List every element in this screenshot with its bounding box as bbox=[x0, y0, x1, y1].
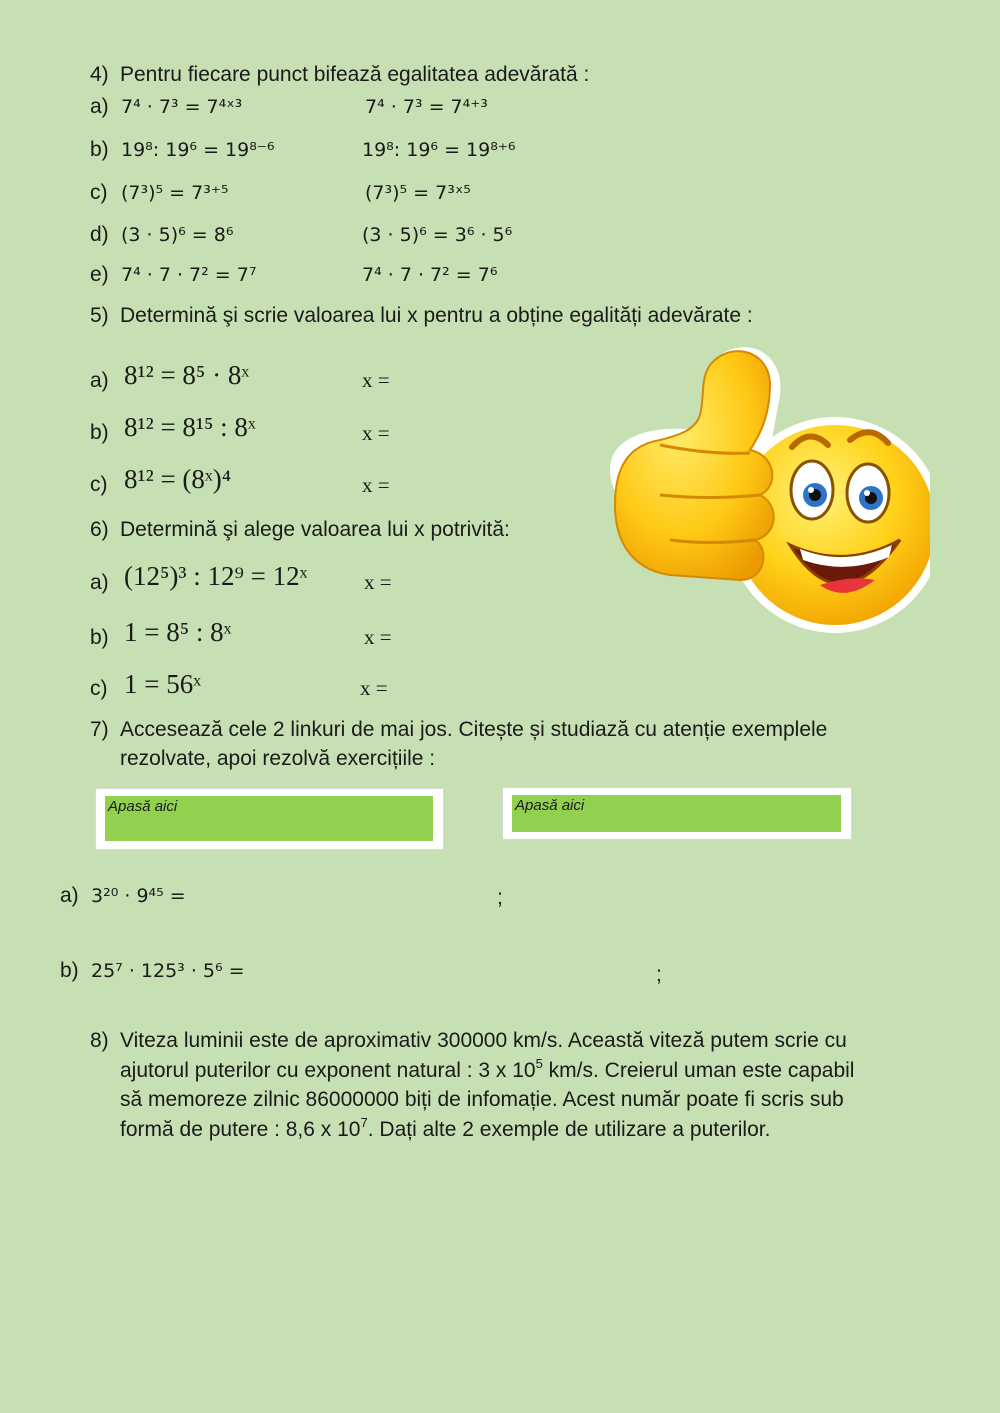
q6-c-answer[interactable]: x = bbox=[360, 676, 388, 700]
q4-e-left[interactable]: 7⁴ · 7 · 7² = 7⁷ bbox=[121, 264, 257, 286]
q6-label-c: c) bbox=[90, 677, 108, 700]
link-button-1[interactable] bbox=[105, 796, 433, 841]
q8-line4: formă de putere : 8,6 x $10^7$. Dați alte 2 exemple de utilizare a puterilor. bbox=[120, 1114, 771, 1141]
q4-d-left[interactable]: (3 · 5)⁶ = 8⁶ bbox=[121, 224, 234, 246]
link-button-1-label: Apasă aici bbox=[108, 798, 178, 815]
q5-label-a: a) bbox=[90, 369, 109, 392]
ex-label-b: b) bbox=[60, 959, 79, 982]
q6-a-expr: (12⁵)³ : 12⁹ = 12ˣ bbox=[124, 561, 308, 591]
q8-paragraph bbox=[120, 1026, 930, 1144]
q6-label-b: b) bbox=[90, 626, 109, 649]
ex-b-expr: 25⁷ · 125³ · 5⁶ = bbox=[91, 960, 245, 982]
q7-heading: 7) Accesează cele 2 linkuri de mai jos. Citește și studiază cu atenție exemplele bbox=[90, 718, 828, 741]
q4-label-c: c) bbox=[90, 181, 108, 204]
q5-label-c: c) bbox=[90, 473, 108, 496]
q4-c-right[interactable]: (7³)⁵ = 7³ˣ⁵ bbox=[365, 182, 471, 204]
q6-c-expr: 1 = 56ˣ bbox=[124, 669, 202, 699]
q5-b-answer[interactable]: x = bbox=[362, 421, 390, 445]
q5-a-expr: 8¹² = 8⁵ · 8ˣ bbox=[124, 360, 250, 390]
q4-d-right[interactable]: (3 · 5)⁶ = 3⁶ · 5⁶ bbox=[362, 224, 513, 246]
q6-heading: 6) Determină şi alege valoarea lui x potrivită: bbox=[90, 518, 510, 541]
q4-b-left[interactable]: 19⁸: 19⁶ = 19⁸⁻⁶ bbox=[121, 139, 275, 161]
ex-a-expr: 3²⁰ · 9⁴⁵ = bbox=[91, 885, 186, 907]
q5-a-answer[interactable]: x = bbox=[362, 368, 390, 392]
q8-line1: Viteza luminii este de aproximativ 300000 km/s. Această viteză putem scrie cu bbox=[120, 1029, 847, 1052]
q5-c-expr: 8¹² = (8ˣ)⁴ bbox=[124, 464, 232, 494]
q6-b-expr: 1 = 8⁵ : 8ˣ bbox=[124, 617, 232, 647]
q6-b-answer[interactable]: x = bbox=[364, 625, 392, 649]
q5-label-b: b) bbox=[90, 421, 109, 444]
q5-title: Determină şi scrie valoarea lui x pentru a obține egalități adevărate : bbox=[120, 304, 753, 327]
q7-line1: Accesează cele 2 linkuri de mai jos. Citește și studiază cu atenție exemplele bbox=[120, 718, 828, 741]
q5-heading: 5) Determină şi scrie valoarea lui x pentru a obține egalități adevărate : bbox=[90, 304, 753, 327]
ex-label-a: a) bbox=[60, 884, 79, 907]
q8-line3: să memoreze zilnic 86000000 biți de infomație. Acest număr poate fi scris sub bbox=[120, 1088, 844, 1111]
q4-label-a: a) bbox=[90, 95, 109, 118]
thumbs-up-smiley-icon bbox=[600, 335, 930, 645]
link-button-2[interactable] bbox=[512, 795, 841, 832]
q6-a-answer[interactable]: x = bbox=[364, 570, 392, 594]
q4-a-right[interactable]: 7⁴ · 7³ = 7⁴⁺³ bbox=[365, 96, 488, 118]
ex-b-end[interactable]: ; bbox=[656, 963, 662, 986]
q6-title: Determină şi alege valoarea lui x potrivită: bbox=[120, 518, 510, 541]
q4-a-left[interactable]: 7⁴ · 7³ = 7⁴ˣ³ bbox=[121, 96, 243, 118]
q5-b-expr: 8¹² = 8¹⁵ : 8ˣ bbox=[124, 412, 256, 442]
q4-label-d: d) bbox=[90, 223, 109, 246]
q4-heading: 4) Pentru fiecare punct bifează egalitatea adevărată : bbox=[90, 63, 590, 86]
q4-e-right[interactable]: 7⁴ · 7 · 7² = 7⁶ bbox=[362, 264, 498, 286]
q6-label-a: a) bbox=[90, 571, 109, 594]
q7-line2: rezolvate, apoi rezolvă exercițiile : bbox=[120, 747, 436, 770]
q4-c-left[interactable]: (7³)⁵ = 7³⁺⁵ bbox=[121, 182, 229, 204]
q8-number: 8) bbox=[90, 1029, 109, 1052]
q4-label-e: e) bbox=[90, 263, 109, 286]
q4-title: Pentru fiecare punct bifează egalitatea adevărată : bbox=[120, 63, 590, 86]
link-button-2-label: Apasă aici bbox=[515, 797, 585, 814]
q8-line2: ajutorul puterilor cu exponent natural : 3 x $10^5$ km/s. Creierul uman este capabil bbox=[120, 1055, 855, 1082]
q5-c-answer[interactable]: x = bbox=[362, 473, 390, 497]
q4-b-right[interactable]: 19⁸: 19⁶ = 19⁸⁺⁶ bbox=[362, 139, 516, 161]
ex-a-end[interactable]: ; bbox=[497, 886, 503, 909]
q4-label-b: b) bbox=[90, 138, 109, 161]
